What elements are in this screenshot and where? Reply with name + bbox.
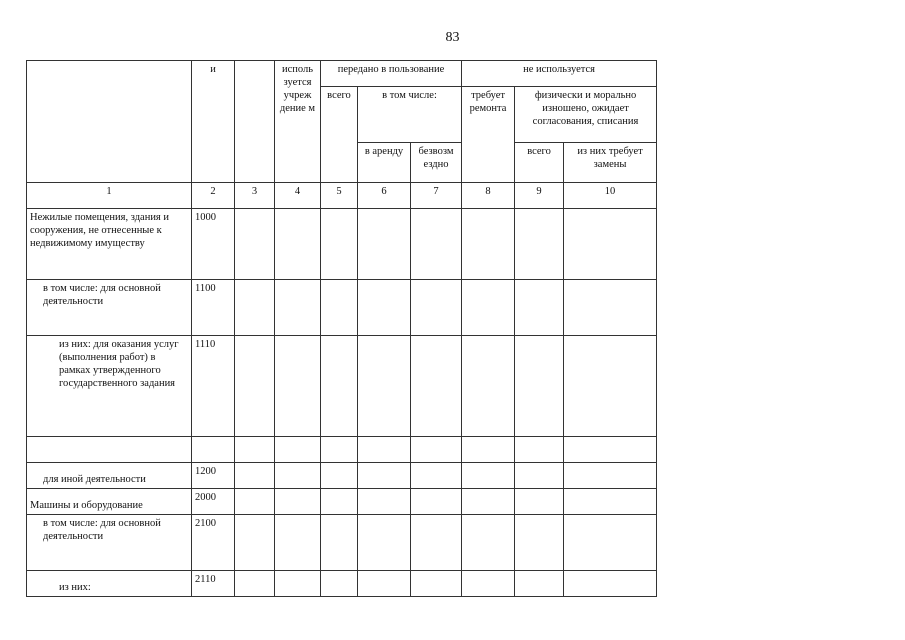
cell xyxy=(235,336,275,437)
row-code: 2000 xyxy=(192,489,235,515)
cell xyxy=(235,209,275,280)
cell xyxy=(515,437,564,463)
col-number: 1 xyxy=(27,183,192,209)
cell xyxy=(321,515,358,571)
cell xyxy=(564,209,657,280)
table-row xyxy=(27,463,657,489)
cell xyxy=(275,571,321,597)
col-number: 4 xyxy=(275,183,321,209)
header-not-used-total: всего xyxy=(515,143,564,183)
row-label: из них: xyxy=(27,571,192,597)
cell xyxy=(321,336,358,437)
header-col2: и xyxy=(192,61,235,183)
cell xyxy=(515,280,564,336)
cell xyxy=(411,336,462,437)
row-code: 2110 xyxy=(192,571,235,597)
cell xyxy=(358,280,411,336)
cell xyxy=(462,489,515,515)
row-label: в том числе: для основной деятельности xyxy=(27,280,192,336)
cell xyxy=(564,489,657,515)
col-number: 9 xyxy=(515,183,564,209)
header-needs-repair: требует ремонта xyxy=(462,87,515,183)
cell xyxy=(275,280,321,336)
cell xyxy=(358,489,411,515)
row-code xyxy=(192,437,235,463)
table-row xyxy=(27,571,657,597)
cell xyxy=(358,463,411,489)
cell xyxy=(515,571,564,597)
cell xyxy=(321,209,358,280)
cell xyxy=(358,336,411,437)
header-free: безвозм ездно xyxy=(411,143,462,183)
row-label: Машины и оборудование xyxy=(27,489,192,515)
table-row xyxy=(27,515,657,571)
page-number: 83 xyxy=(445,30,460,45)
header-including: в том числе: xyxy=(358,87,462,143)
row-label: в том числе: для основной деятельности xyxy=(27,515,192,571)
row-label xyxy=(27,437,192,463)
header-col4: исполь зуется учреж дение м xyxy=(275,61,321,183)
col-number: 7 xyxy=(411,183,462,209)
property-usage-table xyxy=(26,60,657,597)
header-transferred-total: всего xyxy=(321,87,358,183)
col-number: 2 xyxy=(192,183,235,209)
cell xyxy=(358,515,411,571)
cell xyxy=(358,209,411,280)
cell xyxy=(462,463,515,489)
cell xyxy=(411,463,462,489)
cell xyxy=(411,571,462,597)
col-number: 6 xyxy=(358,183,411,209)
cell xyxy=(564,515,657,571)
header-rent: в аренду xyxy=(358,143,411,183)
header-transferred: передано в пользование xyxy=(321,61,462,87)
cell xyxy=(515,489,564,515)
cell xyxy=(321,437,358,463)
table-row xyxy=(27,209,657,280)
row-code: 1000 xyxy=(192,209,235,280)
cell xyxy=(462,571,515,597)
header-blank-col1 xyxy=(27,61,192,183)
col-number: 8 xyxy=(462,183,515,209)
table-row xyxy=(27,336,657,437)
col-number: 5 xyxy=(321,183,358,209)
cell xyxy=(275,209,321,280)
cell xyxy=(411,515,462,571)
header-to-replace: из них требует замены xyxy=(564,143,657,183)
row-code: 1100 xyxy=(192,280,235,336)
cell xyxy=(564,571,657,597)
cell xyxy=(321,463,358,489)
row-code: 2100 xyxy=(192,515,235,571)
cell xyxy=(564,437,657,463)
cell xyxy=(275,463,321,489)
cell xyxy=(515,209,564,280)
cell xyxy=(564,336,657,437)
cell xyxy=(275,489,321,515)
table-row xyxy=(27,437,657,463)
cell xyxy=(411,209,462,280)
header-worn-out: физически и морально изношено, ожидает согласования, списания xyxy=(515,87,657,143)
cell xyxy=(462,209,515,280)
header-blank-col3 xyxy=(235,61,275,183)
cell xyxy=(235,437,275,463)
cell xyxy=(275,515,321,571)
cell xyxy=(358,437,411,463)
cell xyxy=(235,571,275,597)
table-row xyxy=(27,280,657,336)
cell xyxy=(275,437,321,463)
row-label: для иной деятельности xyxy=(27,463,192,489)
cell xyxy=(321,280,358,336)
cell xyxy=(235,515,275,571)
cell xyxy=(515,515,564,571)
cell xyxy=(358,571,411,597)
row-label: Нежилые помещения, здания и сооружения, не отнесенные к недвижимому имуществу xyxy=(27,209,192,280)
row-code: 1200 xyxy=(192,463,235,489)
cell xyxy=(462,336,515,437)
cell xyxy=(515,463,564,489)
cell xyxy=(462,515,515,571)
cell xyxy=(411,489,462,515)
cell xyxy=(411,437,462,463)
cell xyxy=(235,489,275,515)
header-not-used: не используется xyxy=(462,61,657,87)
cell xyxy=(321,571,358,597)
cell xyxy=(564,463,657,489)
cell xyxy=(321,489,358,515)
cell xyxy=(564,280,657,336)
row-code: 1110 xyxy=(192,336,235,437)
cell xyxy=(462,280,515,336)
table-row xyxy=(27,489,657,515)
cell xyxy=(235,280,275,336)
cell xyxy=(275,336,321,437)
row-label: из них: для оказания услуг (выполнения работ) в рамках утвержденного государственного задания xyxy=(27,336,192,437)
col-number: 10 xyxy=(564,183,657,209)
cell xyxy=(411,280,462,336)
col-number: 3 xyxy=(235,183,275,209)
cell xyxy=(462,437,515,463)
cell xyxy=(235,463,275,489)
cell xyxy=(515,336,564,437)
